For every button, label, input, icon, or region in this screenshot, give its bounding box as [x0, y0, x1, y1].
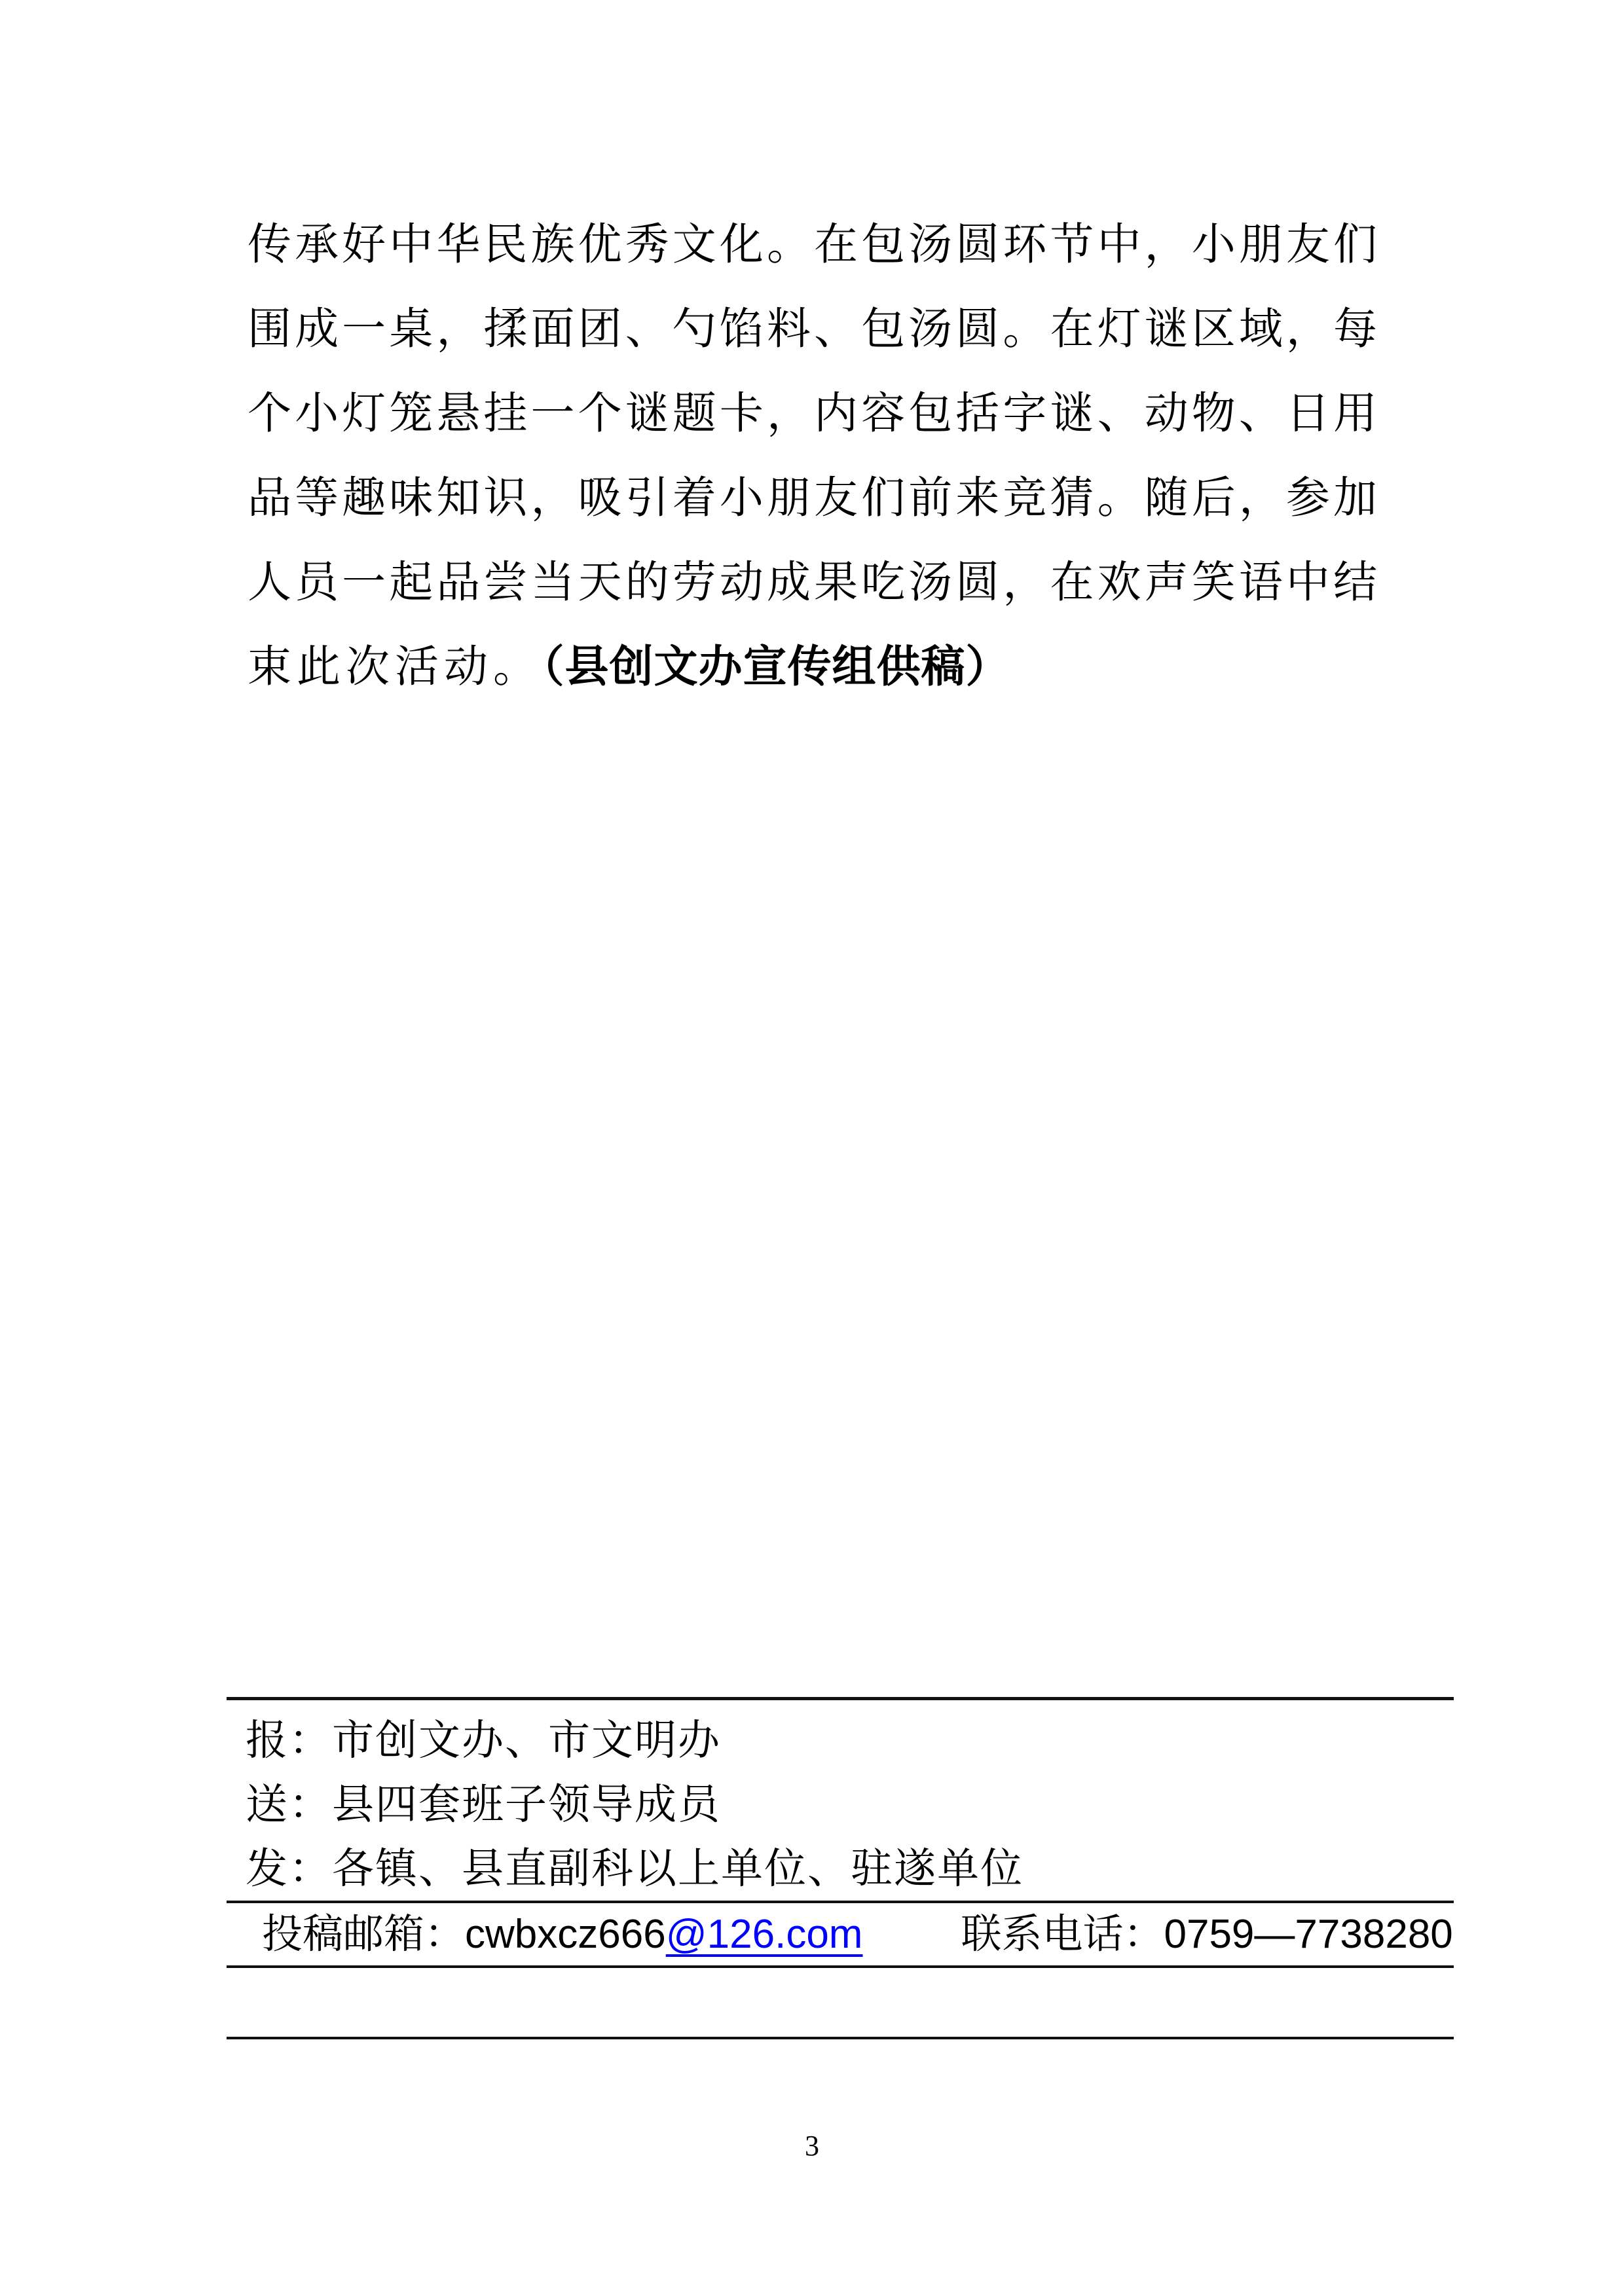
email-domain-link[interactable]: @126.com [665, 1912, 863, 1957]
contact-row [262, 1906, 1454, 1963]
email-user: cwbxcz666 [465, 1912, 666, 1957]
attribution-credit: （县创文办宣传组供稿） [542, 643, 1010, 691]
phone-label: 联系电话： [961, 1912, 1164, 1957]
body-last-line-text: 束此次活动。 [248, 643, 542, 691]
body-line: 人员一起品尝当天的劳动成果吃汤圆，在欢声笑语中结 [248, 558, 1377, 607]
distribution-row-send: 送：县四套班子领导成员 [246, 1781, 721, 1828]
body-line: 品等趣味知识，吸引着小朋友们前来竞猜。随后，参加 [248, 474, 1377, 522]
footer-top-rule [227, 1697, 1454, 1700]
contact-bottom-rule [227, 1965, 1454, 1968]
footer-bottom-rule [227, 2037, 1454, 2039]
body-line: 传承好中华民族优秀文化。在包汤圆环节中，小朋友们 [248, 221, 1377, 269]
distribution-row-report: 报：市创文办、市文明办 [246, 1717, 721, 1764]
page-number: 3 [805, 2130, 819, 2162]
phone-number: 0759—7738280 [1164, 1912, 1453, 1957]
distribution-block [246, 1709, 1454, 1901]
body-line: 围成一桌，揉面团、勺馅料、包汤圆。在灯谜区域，每 [248, 305, 1377, 354]
body-line: 个小灯笼悬挂一个谜题卡，内容包括字谜、动物、日用 [248, 390, 1377, 438]
distribution-row-issue: 发：各镇、县直副科以上单位、驻遂单位 [246, 1846, 1024, 1892]
body-last-line [248, 625, 1377, 710]
footer-middle-rule [227, 1901, 1454, 1903]
body-paragraph [248, 203, 1377, 710]
email-label: 投稿邮箱： [262, 1912, 466, 1957]
